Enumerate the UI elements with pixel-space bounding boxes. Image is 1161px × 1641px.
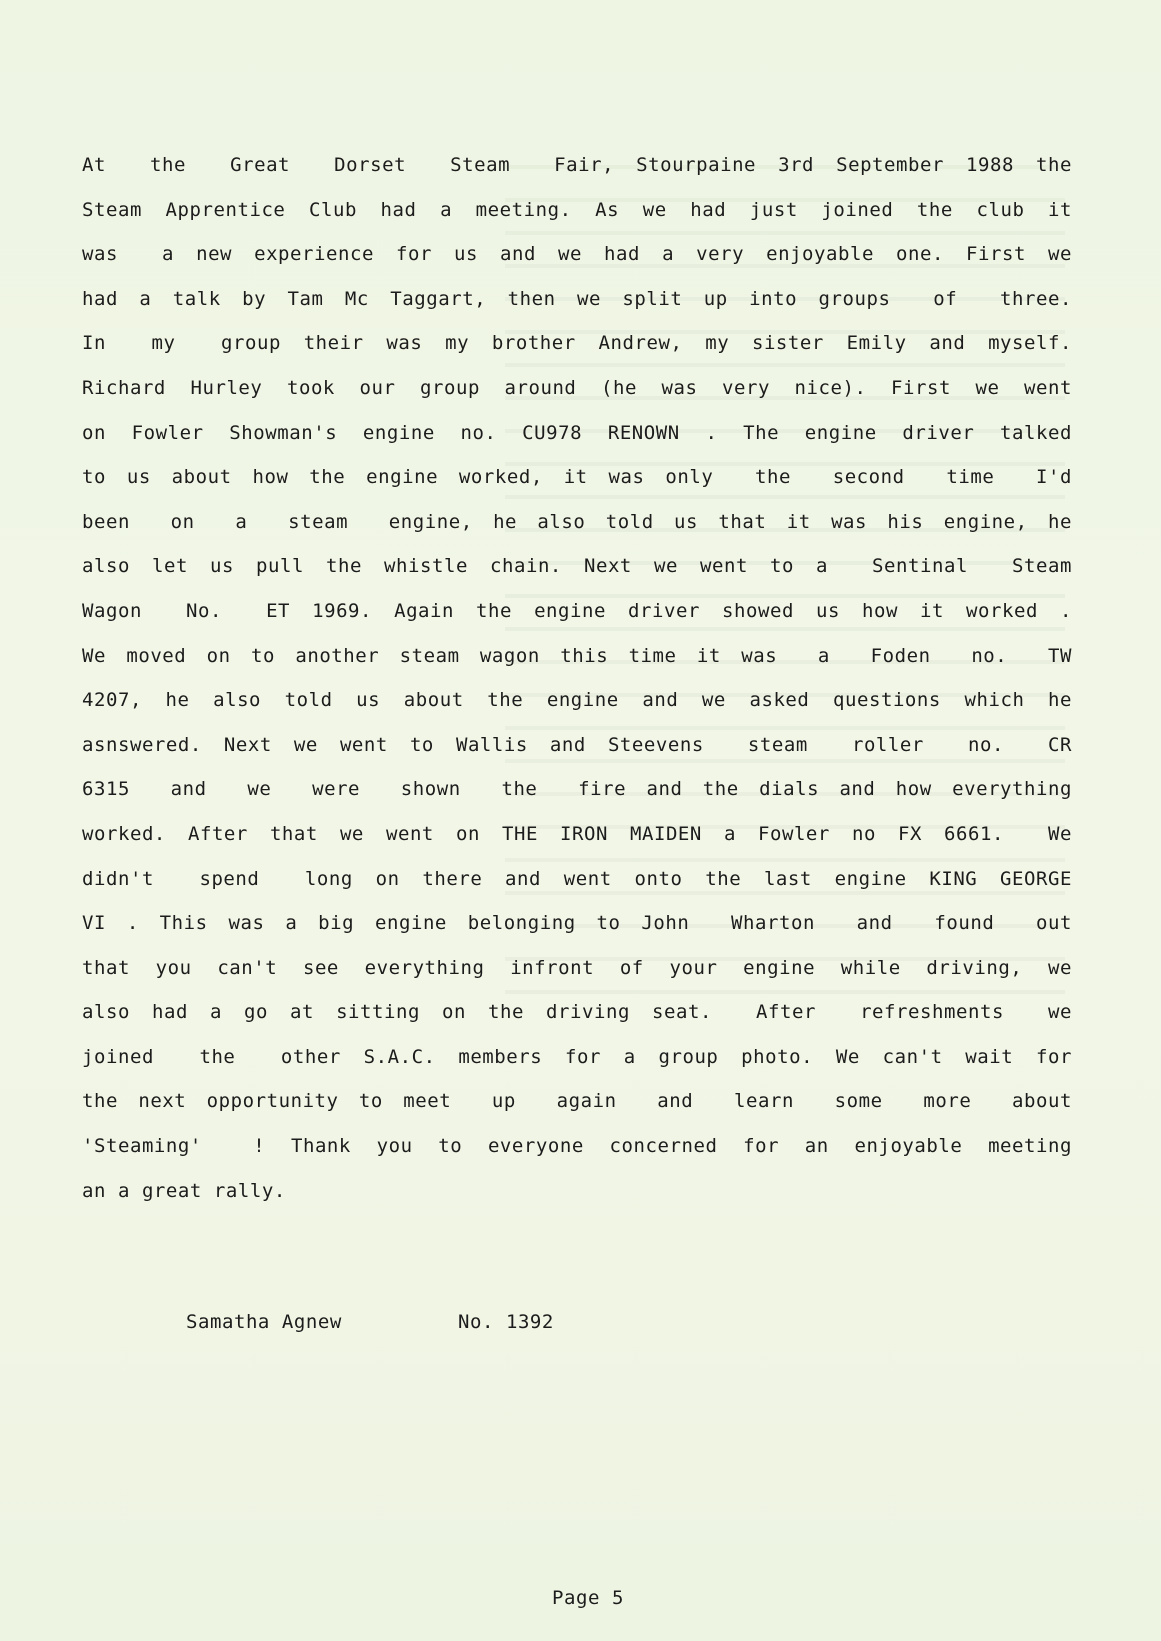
signature-block — [0, 1311, 1161, 1351]
article-line: didn't spend long on there and went onto the last engine KING GEORGE — [82, 867, 1072, 890]
article-line: Wagon No. ET 1969. Again the engine driver showed us how it worked . — [82, 599, 1072, 622]
article-line: 6315 and we were shown the fire and the dials and how everything — [82, 778, 1072, 801]
article-body — [82, 143, 1072, 1213]
article-line: on Fowler Showman's engine no. CU978 RENOWN . The engine driver talked — [82, 421, 1072, 444]
author-name: Samatha Agnew — [186, 1311, 342, 1333]
article-line: had a talk by Tam Mc Taggart, then we split up into groups of three. — [82, 287, 1072, 310]
article-line: was a new experience for us and we had a very enjoyable one. First we — [82, 243, 1072, 266]
article-line: also let us pull the whistle chain. Next we went to a Sentinal Steam — [82, 555, 1072, 578]
article-line: 'Steaming' ! Thank you to everyone concerned for an enjoyable meeting — [82, 1135, 1072, 1158]
article-line: been on a steam engine, he also told us that it was his engine, he — [82, 510, 1072, 533]
member-number: No. 1392 — [458, 1311, 554, 1333]
article-line: In my group their was my brother Andrew, my sister Emily and myself. — [82, 332, 1072, 355]
article-line: also had a go at sitting on the driving seat. After refreshments we — [82, 1001, 1072, 1024]
article-line: worked. After that we went on THE IRON MAIDEN a Fowler no FX 6661. We — [82, 822, 1072, 845]
article-line: asnswered. Next we went to Wallis and Steevens steam roller no. CR — [82, 733, 1072, 756]
article-line: VI . This was a big engine belonging to John Wharton and found out — [82, 912, 1072, 935]
article-line: We moved on to another steam wagon this time it was a Foden no. TW — [82, 644, 1072, 667]
article-line: Richard Hurley took our group around (he was very nice). First we went — [82, 376, 1072, 399]
article-line: joined the other S.A.C. members for a group photo. We can't wait for — [82, 1045, 1072, 1068]
article-line: to us about how the engine worked, it was only the second time I'd — [82, 466, 1072, 489]
article-line: the next opportunity to meet up again and learn some more about — [82, 1090, 1072, 1113]
article-line: that you can't see everything infront of your engine while driving, we — [82, 956, 1072, 979]
article-line: 4207, he also told us about the engine and we asked questions which he — [82, 689, 1072, 712]
article-line: Steam Apprentice Club had a meeting. As we had just joined the club it — [82, 198, 1072, 221]
page-number: Page 5 — [552, 1587, 624, 1609]
article-line: At the Great Dorset Steam Fair, Stourpaine 3rd September 1988 the — [82, 154, 1072, 176]
article-line: an a great rally. — [82, 1179, 286, 1202]
